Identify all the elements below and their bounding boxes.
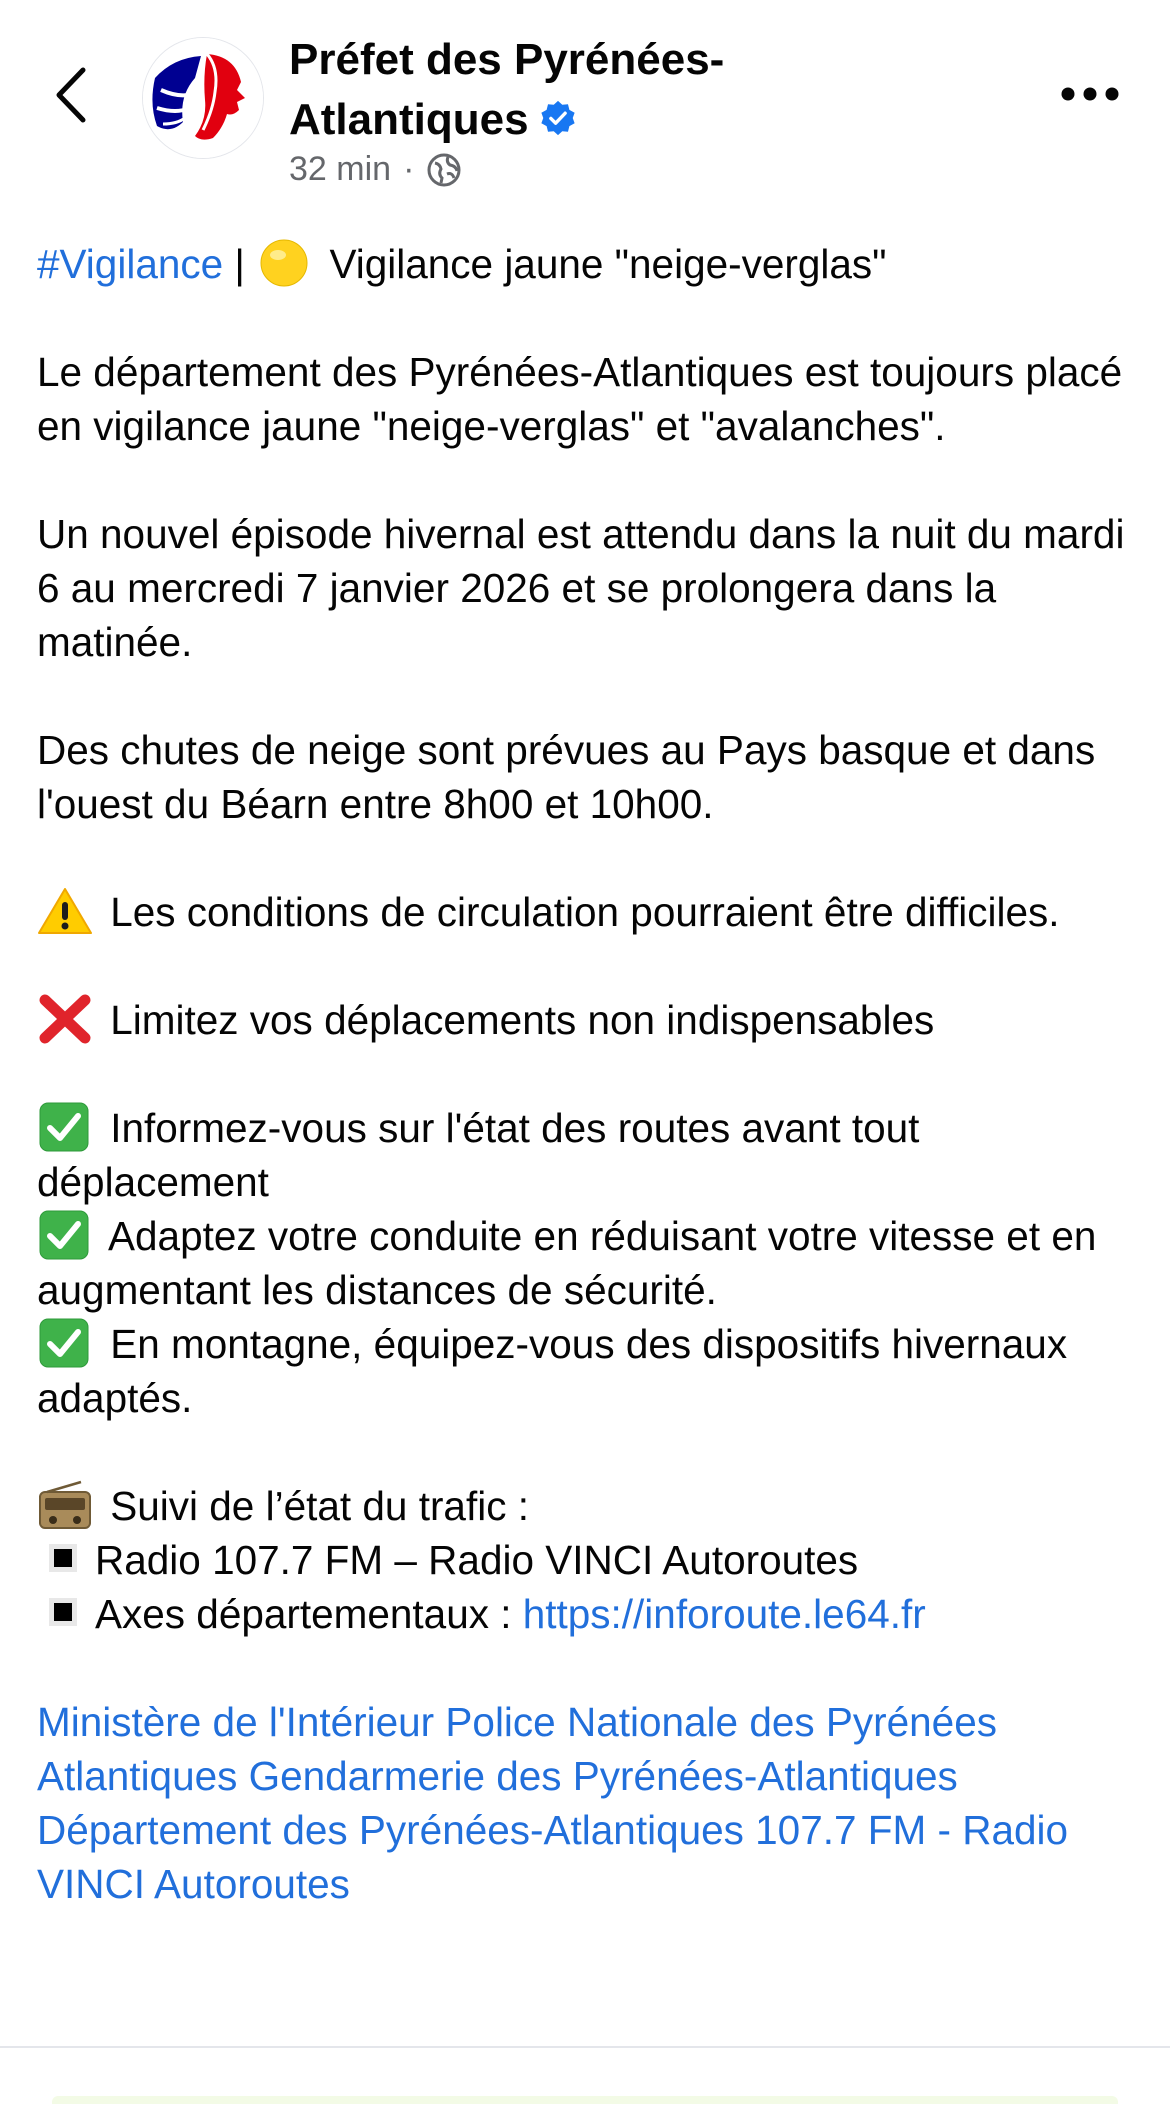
back-button[interactable]: [40, 60, 100, 130]
inforoute-link[interactable]: https://inforoute.le64.fr: [522, 1591, 926, 1637]
verified-badge-icon: [539, 99, 577, 137]
paragraph-status: Le département des Pyrénées-Atlantiques est toujours placé en vigilance jaune "neige-verglas" et "avalanches".: [37, 349, 1123, 449]
title-text: Vigilance jaune "neige-verglas": [318, 241, 887, 287]
post-title-line: [37, 237, 1137, 291]
meta-separator: ·: [403, 150, 415, 188]
post-text: [37, 237, 1137, 1911]
square-bullet-icon: [49, 1544, 77, 1572]
globe-icon: [426, 152, 462, 188]
check-line-2: [37, 1209, 1137, 1317]
post-meta: [289, 150, 462, 189]
title-separator: |: [223, 241, 257, 287]
traffic-title-text: Suivi de l’état du trafic :: [99, 1483, 529, 1529]
paragraph-episode: Un nouvel épisode hivernal est attendu dans la nuit du mardi 6 au mercredi 7 janvier 2026 et se prolongera dans la matinée.: [37, 511, 1125, 665]
post-header: [0, 0, 1170, 210]
post-divider: [0, 2046, 1170, 2048]
page-name-line2-text: Atlantiques: [289, 95, 529, 144]
post-time[interactable]: 32 min: [289, 150, 392, 188]
marianne-logo: [143, 38, 263, 158]
limit-line: [37, 993, 1137, 1047]
check-mark-icon: [37, 1210, 93, 1260]
limit-text: Limitez vos déplacements non indispensables: [99, 997, 935, 1043]
warning-icon: [37, 886, 93, 936]
check-line-3: [37, 1317, 1137, 1425]
red-cross-icon: [37, 994, 93, 1044]
next-card-edge: [52, 2096, 1118, 2104]
warning-line: [37, 885, 1137, 939]
traffic-item-2-label: Axes départementaux :: [95, 1591, 523, 1637]
chevron-left-icon: [53, 66, 87, 124]
hashtag-link[interactable]: #Vigilance: [37, 241, 224, 287]
check-mark-icon: [37, 1102, 93, 1152]
square-bullet-icon: [49, 1598, 77, 1626]
check-mark-icon: [37, 1318, 93, 1368]
more-options-button[interactable]: [1050, 72, 1130, 116]
radio-icon: [37, 1480, 93, 1530]
check-text-3: En montagne, équipez-vous des dispositifs hivernaux adaptés.: [37, 1321, 1068, 1421]
traffic-item-2: [37, 1587, 1137, 1641]
page-name-line2: [289, 90, 849, 150]
page-name[interactable]: [289, 30, 849, 150]
more-horizontal-icon: [1060, 87, 1120, 101]
traffic-item-1: [37, 1533, 1137, 1587]
check-line-1: [37, 1101, 1137, 1209]
paragraph-snow: Des chutes de neige sont prévues au Pays basque et dans l'ouest du Béarn entre 8h00 et 10h00.: [37, 727, 1096, 827]
traffic-item-1-text: Radio 107.7 FM – Radio VINCI Autoroutes: [95, 1537, 859, 1583]
traffic-title-line: [37, 1479, 1137, 1533]
warning-text: Les conditions de circulation pourraient être difficiles.: [99, 889, 1060, 935]
check-text-1: Informez-vous sur l'état des routes avant tout déplacement: [37, 1105, 920, 1205]
yellow-circle-icon: [256, 238, 312, 288]
page-name-line1: Préfet des Pyrénées-: [289, 35, 725, 84]
mentioned-pages[interactable]: Ministère de l'Intérieur Police Nationale des Pyrénées Atlantiques Gendarmerie des Pyrénées-Atlantiques Département des Pyrénées-Atlantiques 107.7 FM - Radio VINCI Autoroutes: [37, 1699, 1069, 1907]
check-text-2: Adaptez votre conduite en réduisant votre vitesse et en augmentant les distances de sécurité.: [37, 1213, 1097, 1313]
page-avatar[interactable]: [142, 37, 264, 159]
